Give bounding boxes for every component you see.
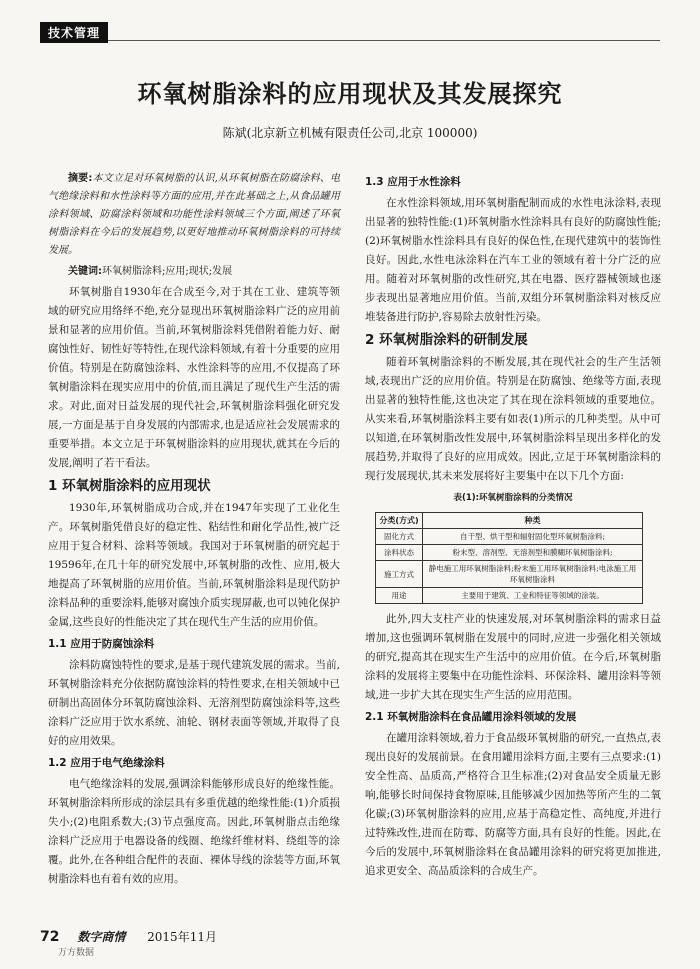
- table-header-cell: 种类: [423, 513, 643, 529]
- section-2-1-body: 在罐用涂料领域,着力于食品级环氧树脂的研究,一直热点,表现出良好的发展前景。在食用罐用涂料方面,主要有三点要求:(1)安全性高、品质高,严格符合卫生标准;(2)对食品安全质量无影响,能够长时间保持食物原味,且能够减少因加热等所产生的二氧化碳;(3)环氧树脂涂料的应用,应基于高稳定性、高纯度,并进行过特殊改性,进而在防霉、防腐等方面,具有良好的性能。因此,在今后的发展中,环氧树脂涂料在食品罐用涂料的研究将更加推进,追求更安全、高品质涂料的合成生产。: [365, 732, 661, 877]
- section-1-heading: 1 环氧树脂涂料的应用现状: [48, 478, 211, 494]
- keywords-text: 环氧树脂涂料;应用;现状;发展: [102, 266, 233, 277]
- table-caption: 表(1):环氧树脂涂料的分类情况: [453, 493, 573, 503]
- section-2-1-heading: 2.1 环氧树脂涂料在食品罐用涂料领域的发展: [365, 711, 577, 723]
- section-1-body: 1930年,环氧树脂成功合成,并在1947年实现了工业化生产。环氧树脂凭借良好的稳定性、粘结性和耐化学品性,被广泛应用于复合材料、涂料等领域。我国对于环氧树脂的研究起于19596年,在几十年的研究发展中,环氧树脂的改性、应用,极大地提高了环氧树脂的应用价值。当前,环氧树脂涂料是现代防护涂料品种的重要涂料,能够对腐蚀介质实现屏蔽,也可以钝化保护金属,这些良好的性能决定了其在现代生产生活的应用价值。: [48, 502, 340, 628]
- table-row: [376, 588, 643, 604]
- table-header-row: [376, 513, 643, 529]
- abstract-label: 摘要:: [68, 173, 93, 184]
- table-row: [376, 545, 643, 561]
- page-footer: [40, 928, 640, 945]
- classification-table: [375, 512, 643, 604]
- section-1-1-body: 涂料防腐蚀特性的要求,是基于现代建筑发展的需求。当前,环氧树脂涂料充分依据防腐蚀涂料的特性要求,在相关领域中已研制出高固体分环氧防腐蚀涂料、无溶剂型防腐蚀涂料等,这些涂料广泛应用于饮水系统、油轮、钢材表面等领域,并取得了良好的应用效果。: [48, 659, 340, 747]
- table-cell: 施工方式: [376, 561, 423, 588]
- watermark: 万方数据: [58, 948, 95, 958]
- abstract-text: 本文立足对环氧树脂的认识,从环氧树脂在防腐涂料、电气绝缘涂料和水性涂料等方面的应用,并在此基础之上,从食品罐用涂料领域、防腐涂料领域和功能性涂料领域三个方面,阐述了环氧树脂涂料在今后的发展趋势,以更好地推动环氧树脂涂料的可持续发展。: [48, 173, 340, 256]
- table-row: [376, 561, 643, 588]
- table-header-cell: 分类(方式): [376, 513, 423, 529]
- abstract: [48, 170, 340, 260]
- table-cell: 固化方式: [376, 529, 423, 545]
- section-1-1-heading: 1.1 应用于防腐蚀涂料: [48, 638, 155, 650]
- table-cell: 粉末型、溶剂型、无溶剂型和膜糊环氧树脂涂料;: [423, 545, 643, 561]
- left-column: [48, 170, 340, 889]
- right-column: [365, 170, 661, 881]
- intro-paragraph: 环氧树脂自1930年在合成至今,对于其在工业、建筑等领域的研究应用络绎不绝,充分显现出环氧树脂涂料广泛的应用前景和显著的应用价值。当前,环氧树脂涂料凭借附着能力好、耐腐蚀性好、韧性好等特性,在现代涂料领域,有着十分重要的应用价值。特别是在防腐蚀涂料、水性涂料等的应用,不仅提高了环氧树脂涂料在现实应用中的价值,而且满足了现代生产生活的需求。对此,面对日益发展的现代社会,环氧树脂涂料强化研究发展,一方面是基于自身发展的内部需求,也是适应社会发展需求的重要举措。本文立足于环氧树脂涂料的应用现状,就其在今后的发展,阐明了若干看法。: [48, 286, 340, 469]
- section-2-body: 随着环氧树脂涂料的不断发展,其在现代社会的生产生活领域,表现出广泛的应用价值。特别是在防腐蚀、绝缘等方面,表现出显著的独特性能,这也决定了其在现在涂料领域的重要地位。从实来看,环氧树脂涂料主要有如表(1)所示的几种类型。从中可以知道,在环氧树脂改性发展中,环氧树脂涂料呈现出多样化的发展趋势,并取得了良好的应用成效。因此,立足于环氧树脂涂料的现行发展现状,其未来发展将好主要集中在以下几个方面:: [365, 356, 661, 482]
- table-cell: 静电施工用环氧树脂涂料;粉末施工用环氧树脂涂料;电泳施工用环氧树脂涂料: [423, 561, 643, 588]
- publication-name: 数字商情: [77, 930, 126, 944]
- section-1-2-heading: 1.2 应用于电气绝缘涂料: [48, 757, 165, 769]
- section-2-heading: 2 环氧树脂涂料的研制发展: [365, 332, 528, 348]
- table-row: [376, 529, 643, 545]
- publication-date: 2015年11月: [147, 930, 217, 944]
- table-cell: 主要用于建筑、工业和特征等领域的涂装。: [423, 588, 643, 604]
- keywords-label: 关键词:: [68, 266, 102, 277]
- header-rule: [40, 26, 660, 41]
- table-cell: 涂料状态: [376, 545, 423, 561]
- after-table-paragraph: 此外,四大支柱产业的快速发展,对环氧树脂涂料的需求日益增加,这也强调环氧树脂在发展中的同时,应进一步强化相关领域的研究,提高其在现实生产生活中的应用价值。在今后,环氧树脂涂料的发展将主要集中在功能性涂料、环保涂料、罐用涂料等领域,进一步扩大其在现实生产生活的应用范围。: [365, 613, 661, 701]
- page-number: 72: [40, 929, 60, 945]
- table-cell: 自干型、烘干型和辐射固化型环氧树脂涂料;: [423, 529, 643, 545]
- section-tag: 技术管理: [40, 22, 108, 43]
- section-1-3-heading: 1.3 应用于水性涂料: [365, 176, 461, 188]
- section-1-3-body: 在水性涂料领域,用环氧树脂配制而成的水性电泳涂料,表现出显著的独特性能:(1)环氧树脂水性涂料具有良好的防腐蚀性能;(2)环氧树脂水性涂料具有良好的保色性,在现代建筑中的装饰性良好。因此,水性电泳涂料在汽车工业的领域有着十分广泛的应用。随着对环氧树脂的改性研究,其在电器、医疗器械领域也逐步表现出显著地应用价值。当前,双组分环氧树脂涂料对核反应堆装备进行防护,容易除去放射性污染。: [365, 197, 661, 323]
- keywords: [48, 262, 340, 281]
- table-cell: 用途: [376, 588, 423, 604]
- section-1-2-body: 电气绝缘涂料的发展,强调涂料能够形成良好的绝缘性能。环氧树脂涂料所形成的涂层具有多重优越的绝缘性能:(1)介质损失小;(2)电阻系数大;(3)节点强度高。因此,环氧树脂点击绝缘涂料广泛应用于电器设备的线圈、绝缘纤维材料、绕组等的涂覆。此外,在各种组合配件的表面、裸体导线的涂装等方面,环氧树脂涂料也有着有效的应用。: [48, 778, 340, 885]
- article-author: 陈斌(北京新立机械有限责任公司,北京 100000): [222, 126, 478, 140]
- article-title: 环氧树脂涂料的应用现状及其发展探究: [137, 80, 563, 108]
